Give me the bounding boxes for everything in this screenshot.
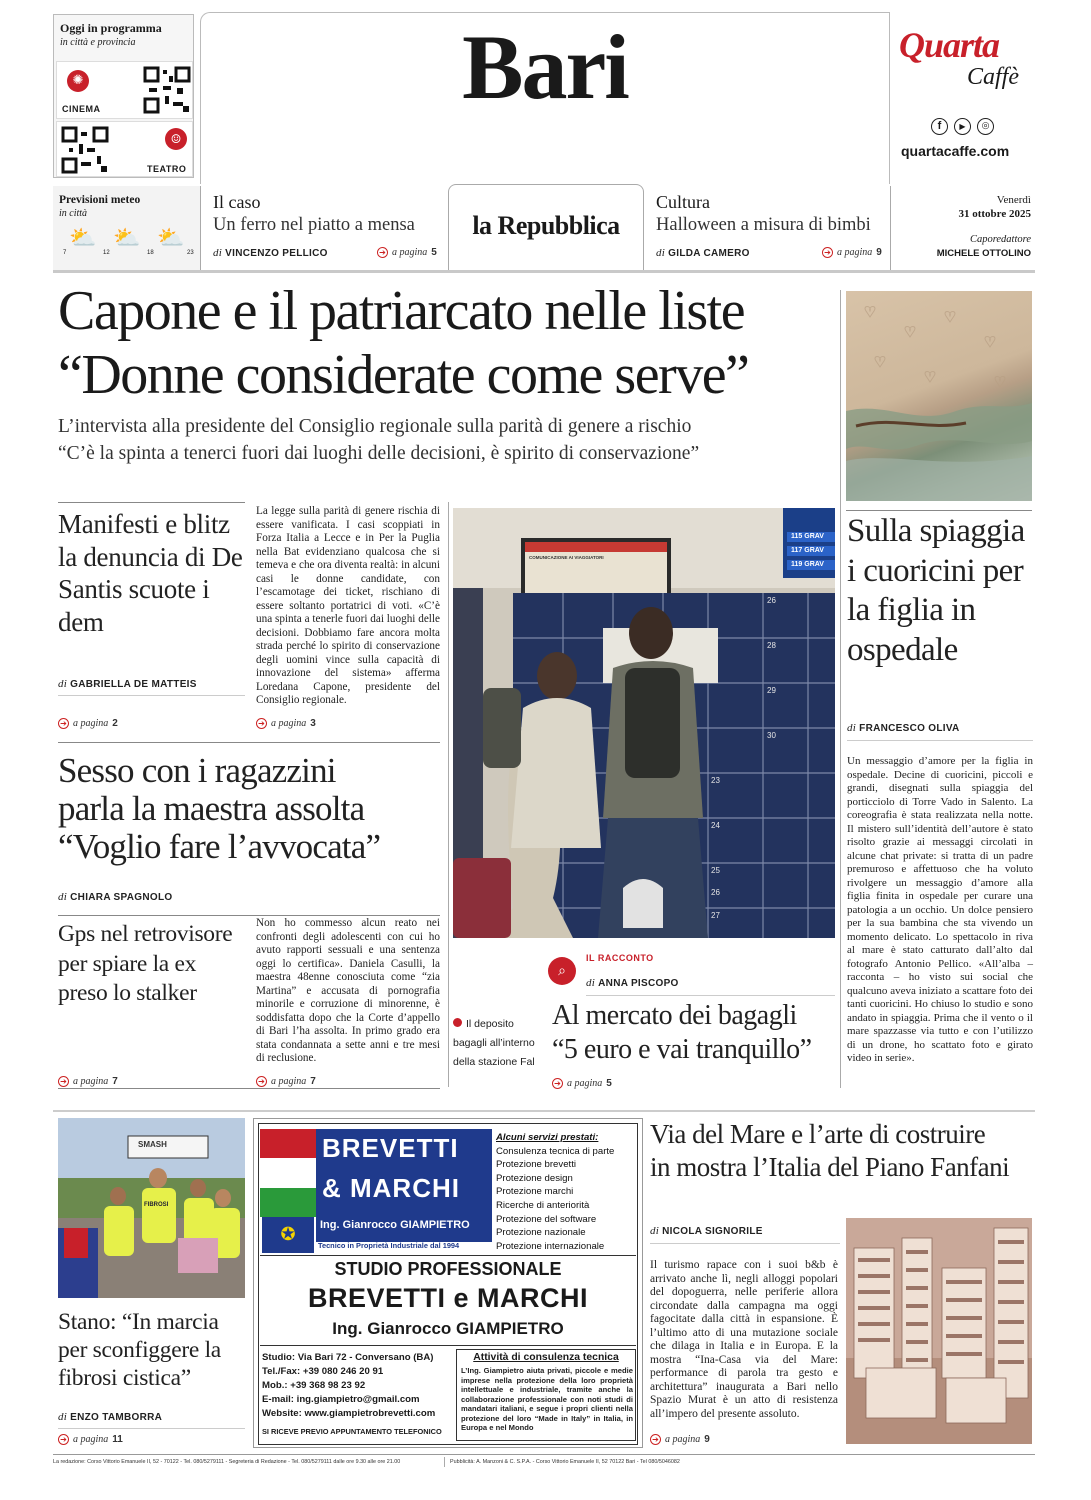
locker-number: 28 <box>767 641 776 650</box>
hour-label: 7 <box>63 250 67 256</box>
capo-name: MICHELE OTTOLINO <box>936 248 1031 259</box>
racconto-kicker: IL RACCONTO <box>586 953 654 963</box>
ad-mob[interactable]: Mob.: +39 368 98 23 92 <box>262 1380 366 1391</box>
service-item: Protezione marchi <box>496 1186 574 1198</box>
footer-rule <box>53 1454 1035 1455</box>
maestra-body: Non ho commesso alcun reato nei confronti degli adolescenti con cui ho avuto rapporti sessuali e una sentenza oggi lo certifica». Daniela Casulli, la maestra 48enne conosciuta come “zia Martina” e accusata di pornografia minorile e corruzione di minorenne, è soddisfatta dopo che la Corte d’appello di Bari l’ha assolta. In primo grado era stata condannata a sette anni e tre mesi di reclusione. <box>256 917 440 1064</box>
mare-headline-2: in mostra l’Italia del Piano Fanfani <box>650 1152 1010 1182</box>
studio-line-2: BREVETTI e MARCHI <box>307 1283 589 1313</box>
divider <box>586 995 835 996</box>
ad-divider <box>260 1345 636 1346</box>
camera-icon <box>453 1018 462 1027</box>
divider <box>58 742 440 743</box>
qr-code-icon[interactable] <box>61 126 109 174</box>
weather-icons <box>63 226 197 262</box>
march-photo <box>58 1118 245 1298</box>
services-title: Alcuni servizi prestati: <box>496 1132 599 1143</box>
mare-page-ref[interactable]: ➔ a pagina 9 <box>650 1434 710 1445</box>
photo-caption: Il deposito bagagli all’interno della stazione Fal <box>453 1018 535 1068</box>
quarta-caffe-ad[interactable] <box>895 18 1035 168</box>
partly-cloudy-icon: ⛅ <box>157 226 185 251</box>
locker-number: 27 <box>711 911 720 920</box>
meteo-box <box>53 186 200 270</box>
bagagli-headline-1: Al mercato dei bagagli <box>552 1000 797 1031</box>
arrow-icon: ➔ <box>377 247 388 258</box>
locker-number: 30 <box>767 731 776 740</box>
ad-tagline: Tecnico in Proprietà Industriale dal 1994 <box>318 1241 460 1250</box>
mare-byline: di NICOLA SIGNORILE <box>650 1225 763 1237</box>
service-item: Protezione design <box>496 1172 573 1184</box>
board-row: 115 GRAV <box>791 533 824 540</box>
youtube-icon[interactable]: ▶ <box>954 118 971 135</box>
divider <box>58 695 245 696</box>
bagagli-page-ref[interactable]: ➔ a pagina 5 <box>552 1078 612 1089</box>
caso-kicker: Il caso <box>213 192 261 212</box>
brevetti-ad[interactable] <box>253 1118 643 1448</box>
locker-number: 26 <box>711 888 720 897</box>
meteo-sub: in città <box>59 208 88 219</box>
hour-label: 18 <box>147 250 154 256</box>
service-item: Protezione brevetti <box>496 1159 576 1171</box>
arrow-icon: ➔ <box>58 718 69 729</box>
arrow-icon: ➔ <box>822 247 833 258</box>
quarta-logo: Quarta <box>899 25 1000 65</box>
caso-byline: di VINCENZO PELLICO <box>213 247 328 259</box>
shirt-text: FIBROSI <box>144 1202 169 1208</box>
board-rows <box>791 530 835 572</box>
date-box <box>892 186 1035 270</box>
divider <box>58 502 245 503</box>
lead-body: La legge sulla parità di genere rischia di essere vanificata. I casi scoppiati in Forza Italia a Lecce e in Per la Puglia nella Bat evidenziano qualcosa che si temeva e che ora diventa realtà: in alcuni casi le donne candidate, con l’escamotage dei ticket, rischiano di essere soltanto portatrici di voti. «C’è una spinta a tenerle fuori dai luoghi delle decisioni. Dobbiamo fare ancora molta strada perché lo spirito di conservazione degli uomini vince sulla capacità di innovazione del sistema» afferma Loredana Capone, presidente del Consiglio regionale. <box>256 505 440 706</box>
teatro-label: TEATRO <box>147 164 187 174</box>
lead-subhead-1: L’intervista alla presidente del Consiglio regionale sulla parità di genere a rischio <box>58 416 692 437</box>
screen-title: COMUNICAZIONE AI VIAGGIATORI <box>529 555 604 560</box>
divider <box>58 1088 440 1089</box>
italian-flag <box>260 1129 316 1217</box>
cinema-card[interactable] <box>56 61 193 119</box>
stano-page-ref[interactable]: ➔ a pagina 11 <box>58 1434 123 1445</box>
ad-title-1: BREVETTI <box>322 1133 459 1163</box>
social-icons <box>931 118 994 135</box>
cultura-teaser[interactable] <box>648 186 890 270</box>
caso-title: Un ferro nel piatto a mensa <box>213 215 415 235</box>
arrow-icon: ➔ <box>552 1078 563 1089</box>
newspaper-title: Bari <box>462 16 628 118</box>
quarta-url[interactable]: quartacaffe.com <box>901 143 1010 159</box>
racconto-badge <box>548 943 840 998</box>
programma-title: Oggi in programma <box>60 21 162 35</box>
stano-byline: di ENZO TAMBORRA <box>58 1411 163 1423</box>
service-item: Protezione nazionale <box>496 1227 586 1239</box>
repubblica-logo: la Repubblica <box>472 211 620 240</box>
ad-website[interactable]: Website: www.giampietrobrevetti.com <box>262 1408 436 1419</box>
footer-pubblicita: Pubblicità: A. Manzoni & C. S.P.A. - Corso Vittorio Emanuele II, 52 70122 Bari - Tel 080/5046082 <box>450 1459 680 1465</box>
capo-label: Caporedattore <box>969 234 1031 245</box>
buildings-scene <box>846 1218 1032 1444</box>
ina-casa-photo <box>846 1218 1032 1444</box>
facebook-icon[interactable]: f <box>931 118 948 135</box>
arrow-icon: ➔ <box>256 1076 267 1087</box>
film-reel-icon: ✺ <box>67 70 89 92</box>
bottom-row-rule <box>53 1110 1035 1112</box>
beach-hearts-photo <box>846 291 1032 501</box>
ad-tel[interactable]: Tel./Fax: +39 080 246 20 91 <box>262 1366 384 1377</box>
maestra-headline-3: “Voglio fare l’avvocata” <box>58 827 381 866</box>
mare-headline-1: Via del Mare e l’arte di costruire <box>650 1119 986 1149</box>
divider <box>444 1457 445 1467</box>
racconto-byline: di ANNA PISCOPO <box>586 977 679 989</box>
partly-cloudy-icon: ⛅ <box>113 226 141 251</box>
santis-byline: di GABRIELLA DE MATTEIS <box>58 678 197 690</box>
footer-redazione: La redazione: Corso Vittorio Emanuele II, 52 - 70122 - Tel. 080/5279111 - Segreteria di Redazione - Tel. 080/5279111 dalle ore 9.30 alle ore 21.00 <box>53 1459 401 1465</box>
masthead-bottom-rule <box>53 270 1035 273</box>
board-row: 119 GRAV <box>791 561 824 568</box>
ad-title-2: & MARCHI <box>322 1173 460 1203</box>
ad-address: Studio: Via Bari 72 - Conversano (BA) <box>262 1352 434 1363</box>
service-item: Ricerche di anteriorità <box>496 1199 590 1211</box>
cultura-kicker: Cultura <box>656 192 710 212</box>
locker-number: 23 <box>711 776 720 785</box>
cultura-title: Halloween a misura di bimbi <box>656 215 871 235</box>
spiaggia-byline: di FRANCESCO OLIVA <box>847 722 960 734</box>
ad-divider <box>260 1255 636 1256</box>
lead-headline-1: Capone e il patriarcato nelle liste <box>58 280 745 342</box>
caffe-logo: Caffè <box>967 64 1019 90</box>
beach-texture <box>846 291 1032 501</box>
service-item: Protezione internazionale <box>496 1240 605 1252</box>
teatro-card[interactable] <box>56 121 193 177</box>
meteo-title: Previsioni meteo <box>59 194 141 206</box>
lead-headline-2: “Donne considerate come serve” <box>58 344 749 406</box>
programma-sub: in città e provincia <box>60 37 136 48</box>
luggage-lockers-photo <box>453 508 835 938</box>
maestra-page-ref[interactable]: ➔ a pagina 7 <box>256 1076 316 1087</box>
locker-number: 24 <box>711 821 720 830</box>
service-item: Protezione del software <box>496 1213 597 1225</box>
repubblica-logo-box <box>448 184 644 270</box>
contact-block <box>262 1351 458 1421</box>
divider <box>200 186 201 270</box>
caso-teaser[interactable] <box>205 186 445 270</box>
divider <box>847 740 1033 741</box>
arrow-icon: ➔ <box>650 1434 661 1445</box>
cultura-page-ref[interactable]: ➔ a pagina 9 <box>822 247 882 258</box>
bagagli-headline-2: “5 euro e vai tranquillo” <box>552 1034 812 1065</box>
maestra-headline-1: Sesso con i ragazzini <box>58 751 336 790</box>
gps-headline: Gps nel retrovisore per spiare la ex preso lo stalker <box>58 921 233 1006</box>
ad-appointment: SI RICEVE PREVIO APPUNTAMENTO TELEFONICO <box>262 1427 442 1436</box>
caso-page-ref[interactable]: ➔ a pagina 5 <box>377 247 437 258</box>
maestra-byline: di CHIARA SPAGNOLO <box>58 891 173 903</box>
cinema-label: CINEMA <box>62 104 101 114</box>
locker-number: 26 <box>767 596 776 605</box>
locker-scene <box>453 508 835 938</box>
santis-page-ref[interactable]: ➔ a pagina 2 <box>58 718 118 729</box>
spiaggia-headline: Sulla spiaggia i cuoricini per la figlia in ospedale <box>847 513 1025 668</box>
maestra-headline-2: parla la maestra assolta <box>58 789 365 828</box>
cultura-byline: di GILDA CAMERO <box>656 247 750 259</box>
activity-title: Attività di consulenza tecnica <box>473 1352 619 1363</box>
arrow-icon: ➔ <box>256 718 267 729</box>
magnifier-icon: ⌕ <box>548 957 576 985</box>
qr-code-icon[interactable] <box>143 66 191 114</box>
date: 31 ottobre 2025 <box>958 208 1031 220</box>
locker-number: 29 <box>767 686 776 695</box>
check-text: SMASH <box>138 1140 167 1149</box>
divider <box>448 502 449 1087</box>
activity-box <box>456 1349 636 1441</box>
theater-masks-icon: ☺ <box>165 128 187 150</box>
studio-line-1: STUDIO PROFESSIONALE <box>334 1259 562 1279</box>
arrow-icon: ➔ <box>58 1434 69 1445</box>
partly-cloudy-icon: ⛅ <box>69 226 97 251</box>
ad-name-line: Ing. Gianrocco GIAMPIETRO <box>320 1219 470 1231</box>
divider <box>650 1243 840 1244</box>
gps-page-ref[interactable]: ➔ a pagina 7 <box>58 1076 118 1087</box>
activity-body: L’Ing. Giampietro aiuta privati, piccole e medie imprese nella protezione della loro proprietà intellettuale e industriale, tramite anche la collaborazione professionale con noti studi di mandatari italiani, e segue i propri clienti nella protezione del loro “Made in Italy” in Italia, in Europa e nel Mondo <box>461 1366 633 1432</box>
hour-label: 12 <box>103 250 110 256</box>
hour-label: 23 <box>187 250 194 256</box>
divider <box>890 186 891 270</box>
mare-body: Il turismo rapace con i suoi b&b è arrivato anche lì, negli alloggi popolari del dopoguerra, nelle periferie allora circondate dalla campagna ma oggi fagocitate dalla città in espansione. È l’ultimo atto di una mutazione sociale che dilaga in Italia e in Europa. E la mostra “Ina-Casa via del Mare: performance di parola tra gesto e architettura” inaugurata a Bari nello Spazio Murat è un atto di resistenza all’impero del presente assoluto. <box>650 1259 838 1420</box>
arrow-icon: ➔ <box>58 1076 69 1087</box>
services-box <box>496 1131 636 1253</box>
board-row: 117 GRAV <box>791 547 824 554</box>
ad-email[interactable]: E-mail: ing.giampietro@gmail.com <box>262 1394 420 1405</box>
programma-box <box>53 14 194 178</box>
santis-headline: Manifesti e blitz la denuncia di De Santis scuote i dem <box>58 509 243 637</box>
eu-flag-icon: ✪ <box>262 1217 314 1253</box>
instagram-icon[interactable]: ◎ <box>977 118 994 135</box>
divider <box>840 290 841 1088</box>
locker-number: 25 <box>711 866 720 875</box>
spiaggia-body: Un messaggio d’amore per la figlia in ospedale. Decine di cuoricini, piccoli e grandi, disegnati sulla spiaggia del porticciolo di Torre Vado in Salento. La coreografia è stata realizzata nella notte. Il mistero sull’identità dell’autore è stato risolto grazie ai messaggi circolati in alcune chat private: si tratta di un padre premuroso e affettuoso che ha voluto rivolgere un messaggio d’amore alla figlia finita in ospedale per curare una patologia a un occhio. Un dolce pensiero per la sua bambina che sta vivendo un momento delicato. Lo spettacolo in riva al mare è stato catturato dall’alto dal fotografo Antonio Pellico. «All’alba – racconta – ho visto sui social che qualcuno aveva iniziato a scattare foto dei tanti cuoricini. Ho chiuso lo studio e sono andato in spiaggia. Prima che il vento o il mare spazzasse via tutto e con l’utilizzo di un drone, ho scattato foto e girato video in serie». <box>847 755 1033 1064</box>
service-item: Consulenza tecnica di parte <box>496 1145 615 1157</box>
day: Venerdì <box>996 194 1031 206</box>
lead-page-ref[interactable]: ➔ a pagina 3 <box>256 718 316 729</box>
divider <box>846 510 1032 511</box>
divider <box>58 1428 245 1429</box>
studio-line-3: Ing. Gianrocco GIAMPIETRO <box>332 1319 564 1338</box>
stano-headline: Stano: “In marcia per sconfiggere la fibrosi cistica” <box>58 1309 221 1391</box>
lead-subhead-2: “C’è la spinta a tenerci fuori dai luoghi delle decisioni, è spirito di conservazione” <box>58 443 700 464</box>
divider <box>58 915 440 916</box>
